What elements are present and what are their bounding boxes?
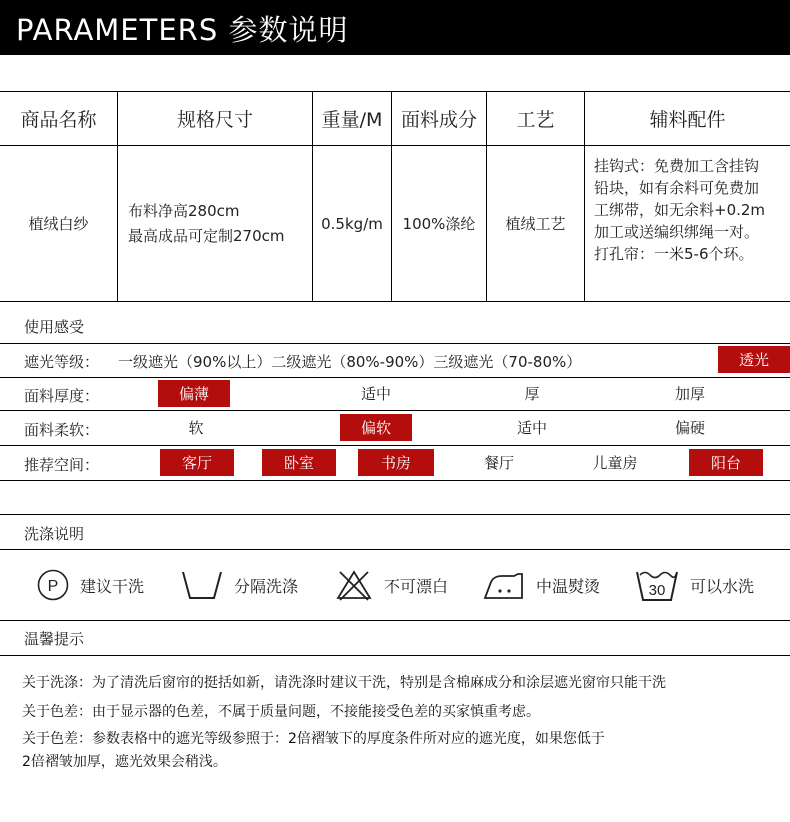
feel-section-title: 使用感受 [24,318,85,336]
room-option-living-room: 客厅 [160,449,234,476]
wash-item-machine-wash [634,565,754,605]
shading-levels-text: 一级遮光（90%以上）二级遮光（80%-90%）三级遮光（70-80%） [118,353,582,371]
room-option-dining-room: 餐厅 [483,454,514,472]
room-option-balcony: 阳台 [689,449,763,476]
tip-line: 关于色差：参数表格中的遮光等级参照于：2倍褶皱下的厚度条件所对应的遮光度，如果您低于 [22,731,605,747]
thickness-option-medium: 适中 [360,385,391,403]
divider [0,343,790,344]
room-option-bedroom: 卧室 [262,449,336,476]
softness-option-slightly-soft: 偏软 [340,414,412,441]
wash-label: 不可漂白 [384,576,449,596]
wash-temperature-glyph: 30 [648,582,666,599]
washing-section-title: 洗涤说明 [24,525,85,543]
wash-item-separate-wash [180,565,298,605]
page-header [0,0,790,55]
thickness-label: 面料厚度： [24,387,100,405]
softness-option-slightly-hard: 偏硬 [674,419,705,437]
accessory-line: 打孔帘：一米5-6个环。 [594,245,754,263]
header-product-name: 商品名称 [20,109,97,131]
divider [0,655,790,656]
wash-label: 分隔洗涤 [234,576,299,596]
room-option-kids-room: 儿童房 [592,454,638,472]
wash-item-iron-medium [482,565,600,605]
wash-label: 中温熨烫 [536,576,601,596]
shading-label: 遮光等级： [24,353,100,371]
header-weight: 重量/M [321,109,383,131]
spec-line: 布料净高280cm [128,201,240,220]
wash-label: 可以水洗 [690,576,755,596]
accessory-line: 加工或送编织绑绳一对。 [594,223,760,241]
divider [0,549,790,550]
tip-line: 2倍褶皱加厚，遮光效果会稍浅。 [22,754,227,770]
dry-clean-glyph: P [47,578,59,595]
softness-option-medium: 适中 [516,419,547,437]
iron-medium-icon [482,568,526,602]
divider [0,514,790,515]
tip-line: 关于色差：由于显示器的色差，不属于质量问题，不接能接受色差的买家慎重考虑。 [22,704,540,720]
page-title: PARAMETERS 参数说明 [16,13,349,47]
spec-line: 最高成品可定制270cm [128,226,285,245]
cell-craft: 植绒工艺 [505,215,566,233]
header-craft: 工艺 [516,109,555,131]
accessory-line: 挂钩式：免费加工含挂钩 [594,157,760,175]
header-spec: 规格尺寸 [176,109,253,131]
divider [0,620,790,621]
thickness-option-thin: 偏薄 [158,380,230,407]
divider [0,445,790,446]
no-bleach-icon [334,568,374,602]
shading-selected-badge: 透光 [718,346,790,373]
room-option-study: 书房 [358,449,434,476]
cell-weight: 0.5kg/m [321,214,383,233]
dry-clean-icon [36,568,70,602]
divider [0,410,790,411]
header-composition: 面料成分 [400,109,477,131]
table-bottom-border [0,301,790,302]
cell-composition: 100%涤纶 [402,215,476,233]
cell-accessories [594,155,790,265]
softness-label: 面料柔软： [24,421,100,439]
divider [0,377,790,378]
tip-line: 关于洗涤：为了清洗后窗帘的挺括如新，请洗涤时建议干洗，特别是含棉麻成分和涂层遮光窗帘只能干洗 [22,675,666,691]
thickness-option-thick: 厚 [524,385,540,403]
rooms-label: 推荐空间： [24,456,100,474]
divider [0,480,790,481]
cell-spec [118,146,312,301]
machine-wash-30-icon [634,566,680,604]
softness-option-soft: 软 [188,419,204,437]
header-accessories: 辅料配件 [649,109,726,131]
wash-label: 建议干洗 [80,576,145,596]
wash-item-no-bleach [334,565,448,605]
thickness-option-extra-thick: 加厚 [674,385,705,403]
tips-section-title: 温馨提示 [24,630,85,648]
cell-product-name: 植绒白纱 [28,215,89,233]
wash-item-dry-clean [36,565,144,605]
hand-wash-icon [180,568,224,602]
accessory-line: 铅块，如有余料可免费加 [594,179,760,197]
accessory-line: 工绑带，如无余料+0.2m [594,201,766,219]
